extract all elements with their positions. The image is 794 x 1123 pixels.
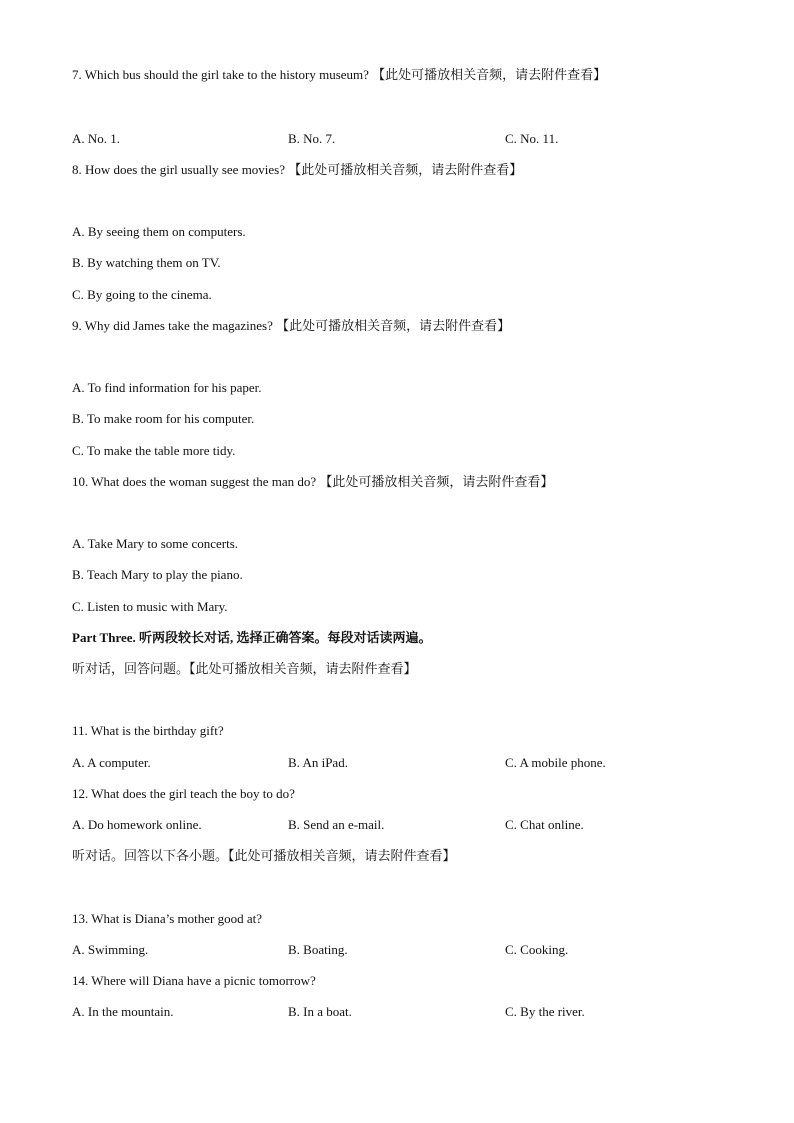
part-three-heading: Part Three. 听两段较长对话, 选择正确答案。每段对话读两遍。	[72, 630, 432, 645]
question-12-option-c: C. Chat online.	[505, 817, 584, 832]
question-10-option-b: B. Teach Mary to play the piano.	[72, 567, 243, 582]
dialog-1-instruction: 听对话，回答问题。【此处可播放相关音频，请去附件查看】	[72, 661, 417, 676]
question-14-option-b: B. In a boat.	[288, 1004, 352, 1019]
question-12-option-a: A. Do homework online.	[72, 817, 202, 832]
question-13-option-c: C. Cooking.	[505, 942, 569, 957]
question-7-option-b: B. No. 7.	[288, 131, 336, 146]
question-8-stem: 8. How does the girl usually see movies? 【此处可播放相关音频，请去附件查看】	[72, 162, 523, 177]
question-14-stem: 14. Where will Diana have a picnic tomorrow?	[72, 973, 316, 988]
dialog-2-instruction: 听对话。回答以下各小题。【此处可播放相关音频，请去附件查看】	[72, 848, 456, 863]
question-12-stem: 12. What does the girl teach the boy to do?	[72, 786, 295, 801]
question-9-option-a: A. To find information for his paper.	[72, 380, 262, 395]
question-13-stem: 13. What is Diana’s mother good at?	[72, 911, 263, 926]
question-13-option-b: B. Boating.	[288, 942, 348, 957]
question-14-option-a: A. In the mountain.	[72, 1004, 174, 1019]
question-8-option-c: C. By going to the cinema.	[72, 287, 212, 302]
question-7-option-a: A. No. 1.	[72, 131, 121, 146]
question-12-option-b: B. Send an e-mail.	[288, 817, 385, 832]
question-10-option-a: A. Take Mary to some concerts.	[72, 536, 238, 551]
question-8-option-a: A. By seeing them on computers.	[72, 224, 246, 239]
question-8-option-b: B. By watching them on TV.	[72, 255, 221, 270]
question-9-option-c: C. To make the table more tidy.	[72, 443, 236, 458]
question-11-option-c: C. A mobile phone.	[505, 755, 606, 770]
question-9-stem: 9. Why did James take the magazines? 【此处可播放相关音频，请去附件查看】	[72, 318, 511, 333]
question-7-stem: 7. Which bus should the girl take to the history museum? 【此处可播放相关音频，请去附件查看】	[72, 67, 607, 82]
question-11-option-b: B. An iPad.	[288, 755, 348, 770]
question-14-option-c: C. By the river.	[505, 1004, 585, 1019]
question-13-option-a: A. Swimming.	[72, 942, 149, 957]
question-11-option-a: A. A computer.	[72, 755, 151, 770]
question-9-option-b: B. To make room for his computer.	[72, 411, 255, 426]
question-10-option-c: C. Listen to music with Mary.	[72, 599, 228, 614]
question-7-option-c: C. No. 11.	[505, 131, 559, 146]
question-10-stem: 10. What does the woman suggest the man do? 【此处可播放相关音频，请去附件查看】	[72, 474, 554, 489]
question-11-stem: 11. What is the birthday gift?	[72, 723, 224, 738]
